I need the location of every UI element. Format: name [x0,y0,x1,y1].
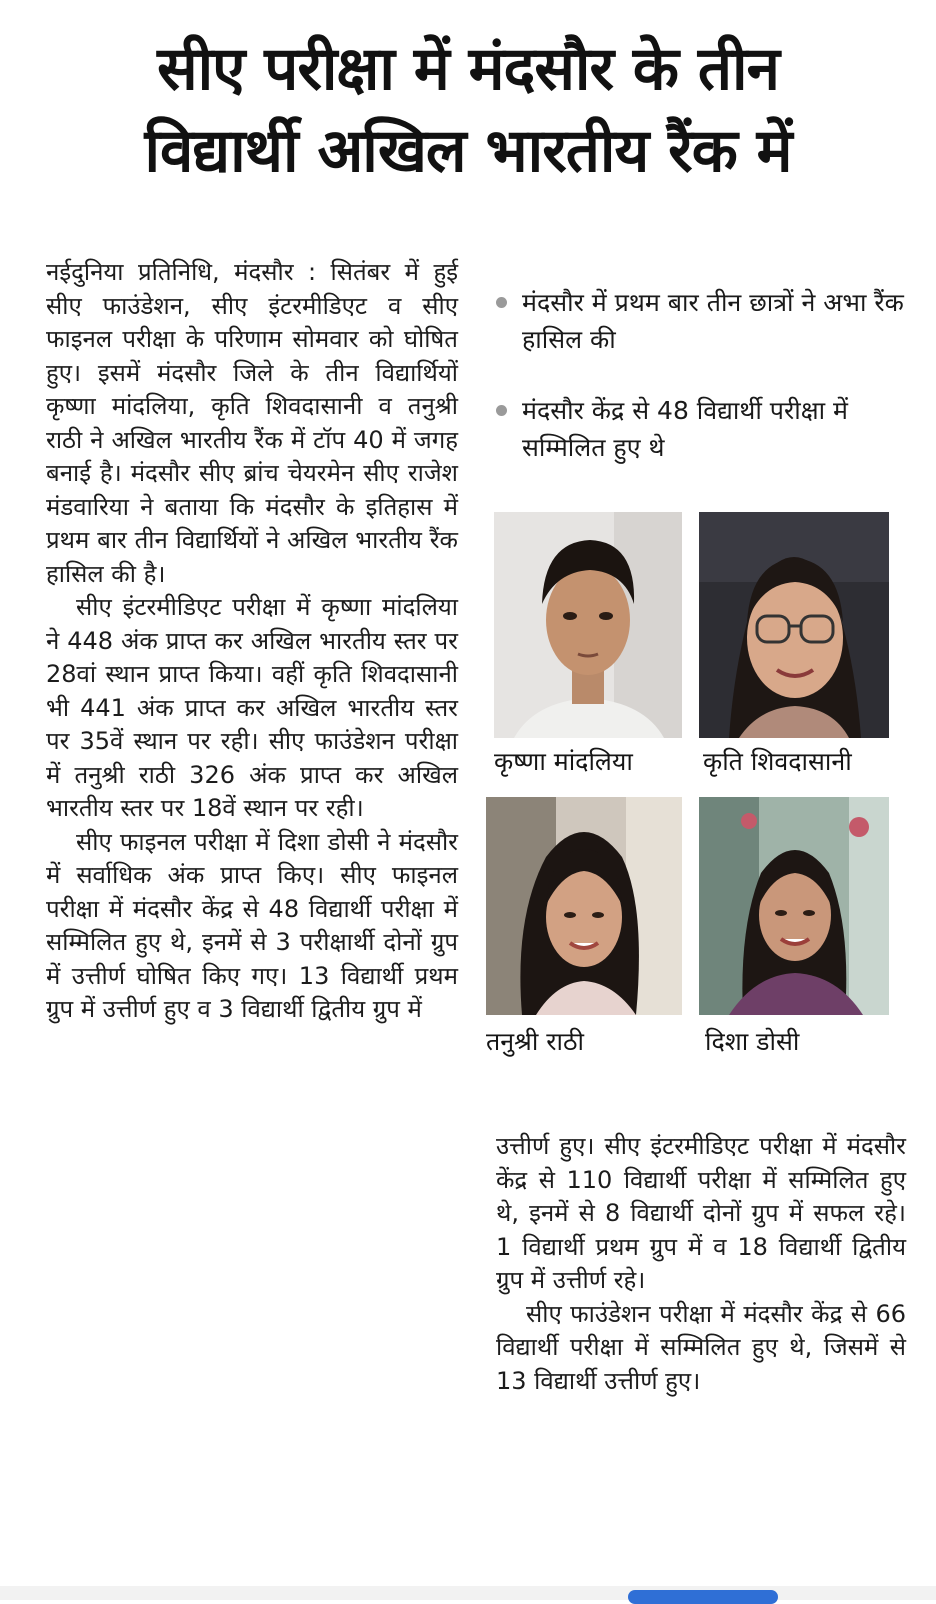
article-paragraph: सीए फाउंडेशन परीक्षा में मंदसौर केंद्र से 66 विद्यार्थी परीक्षा में सम्मिलित हुए थे, जिसमें से 13 विद्यार्थी उत्तीर्ण हुए। [496,1299,906,1395]
bullet-icon [496,297,507,308]
bottom-bar [0,1586,936,1600]
article-column-right [496,1130,906,1398]
highlight-item [496,392,906,466]
headline-line-1: सीए परीक्षा में मंदसौर के तीन [157,34,779,104]
headline [20,28,916,192]
highlight-item [496,284,906,358]
photo-caption: दिशा डोसी [705,1027,800,1056]
article-column-left [46,256,458,1027]
headline-line-2: विद्यार्थी अखिल भारतीय रैंक में [144,116,792,186]
article-paragraph: सीए फाइनल परीक्षा में दिशा डोसी ने मंदसौर में सर्वाधिक अंक प्राप्त किए। सीए फाइनल परीक्षा में मंदसौर केंद्र से 48 विद्यार्थी परीक्षा में सम्मिलित हुए थे, इनमें से 3 परीक्षार्थी दोनों ग्रुप में उत्तीर्ण घोषित किए गए। 13 विद्यार्थी प्रथम ग्रुप में उत्तीर्ण हुए व 3 विद्यार्थी द्वितीय ग्रुप में [46,827,458,1023]
highlight-text: मंदसौर केंद्र से 48 विद्यार्थी परीक्षा में सम्मिलित हुए थे [522,396,848,462]
article-paragraph: सीए इंटरमीडिएट परीक्षा में कृष्णा मांदलिया ने 448 अंक प्राप्त कर अखिल भारतीय स्तर पर 28वां स्थान प्राप्त किया। वहीं कृति शिवदासानी भी 441 अंक प्राप्त कर अखिल भारतीय स्तर पर 35वें स्थान पर रही। सीए फाउंडेशन परीक्षा में तनुश्री राठी 326 अंक प्राप्त कर अखिल भारतीय स्तर पर 18वें स्थान पर रही। [46,593,458,822]
bullet-icon [496,405,507,416]
photo-kriti [699,512,889,738]
photo-krishna [494,512,682,738]
photo-disha [699,797,889,1015]
article-paragraph: उत्तीर्ण हुए। सीए इंटरमीडिएट परीक्षा में मंदसौर केंद्र से 110 विद्यार्थी परीक्षा में सम्मिलित हुए थे, इनमें से 8 विद्यार्थी दोनों ग्रुप में सफल रहे। 1 विद्यार्थी प्रथम ग्रुप में व 18 विद्यार्थी द्वितीय ग्रुप में उत्तीर्ण रहे। [496,1132,906,1294]
photo-caption: तनुश्री राठी [486,1027,584,1056]
photo-tanushri [486,797,682,1015]
bottom-action-button[interactable] [628,1590,778,1604]
photo-caption: कृष्णा मांदलिया [494,747,633,776]
photo-caption: कृति शिवदासानी [703,747,852,776]
highlight-text: मंदसौर में प्रथम बार तीन छात्रों ने अभा रैंक हासिल की [522,288,904,354]
article-paragraph: नईदुनिया प्रतिनिधि, मंदसौर : सितंबर में हुई सीए फाउंडेशन, सीए इंटरमीडिएट व सीए फाइनल परीक्षा के परिणाम सोमवार को घोषित हुए। इसमें मंदसौर जिले के तीन विद्यार्थियों कृष्णा मांदलिया, कृति शिवदासानी व तनुश्री राठी ने अखिल भारतीय रैंक में टॉप 40 में जगह बनाई है। मंदसौर सीए ब्रांच चेयरमेन सीए राजेश मंडवारिया ने बताया कि मंदसौर के इतिहास में प्रथम बार तीन विद्यार्थियों ने अखिल भारतीय रैंक हासिल की है। [46,258,458,588]
